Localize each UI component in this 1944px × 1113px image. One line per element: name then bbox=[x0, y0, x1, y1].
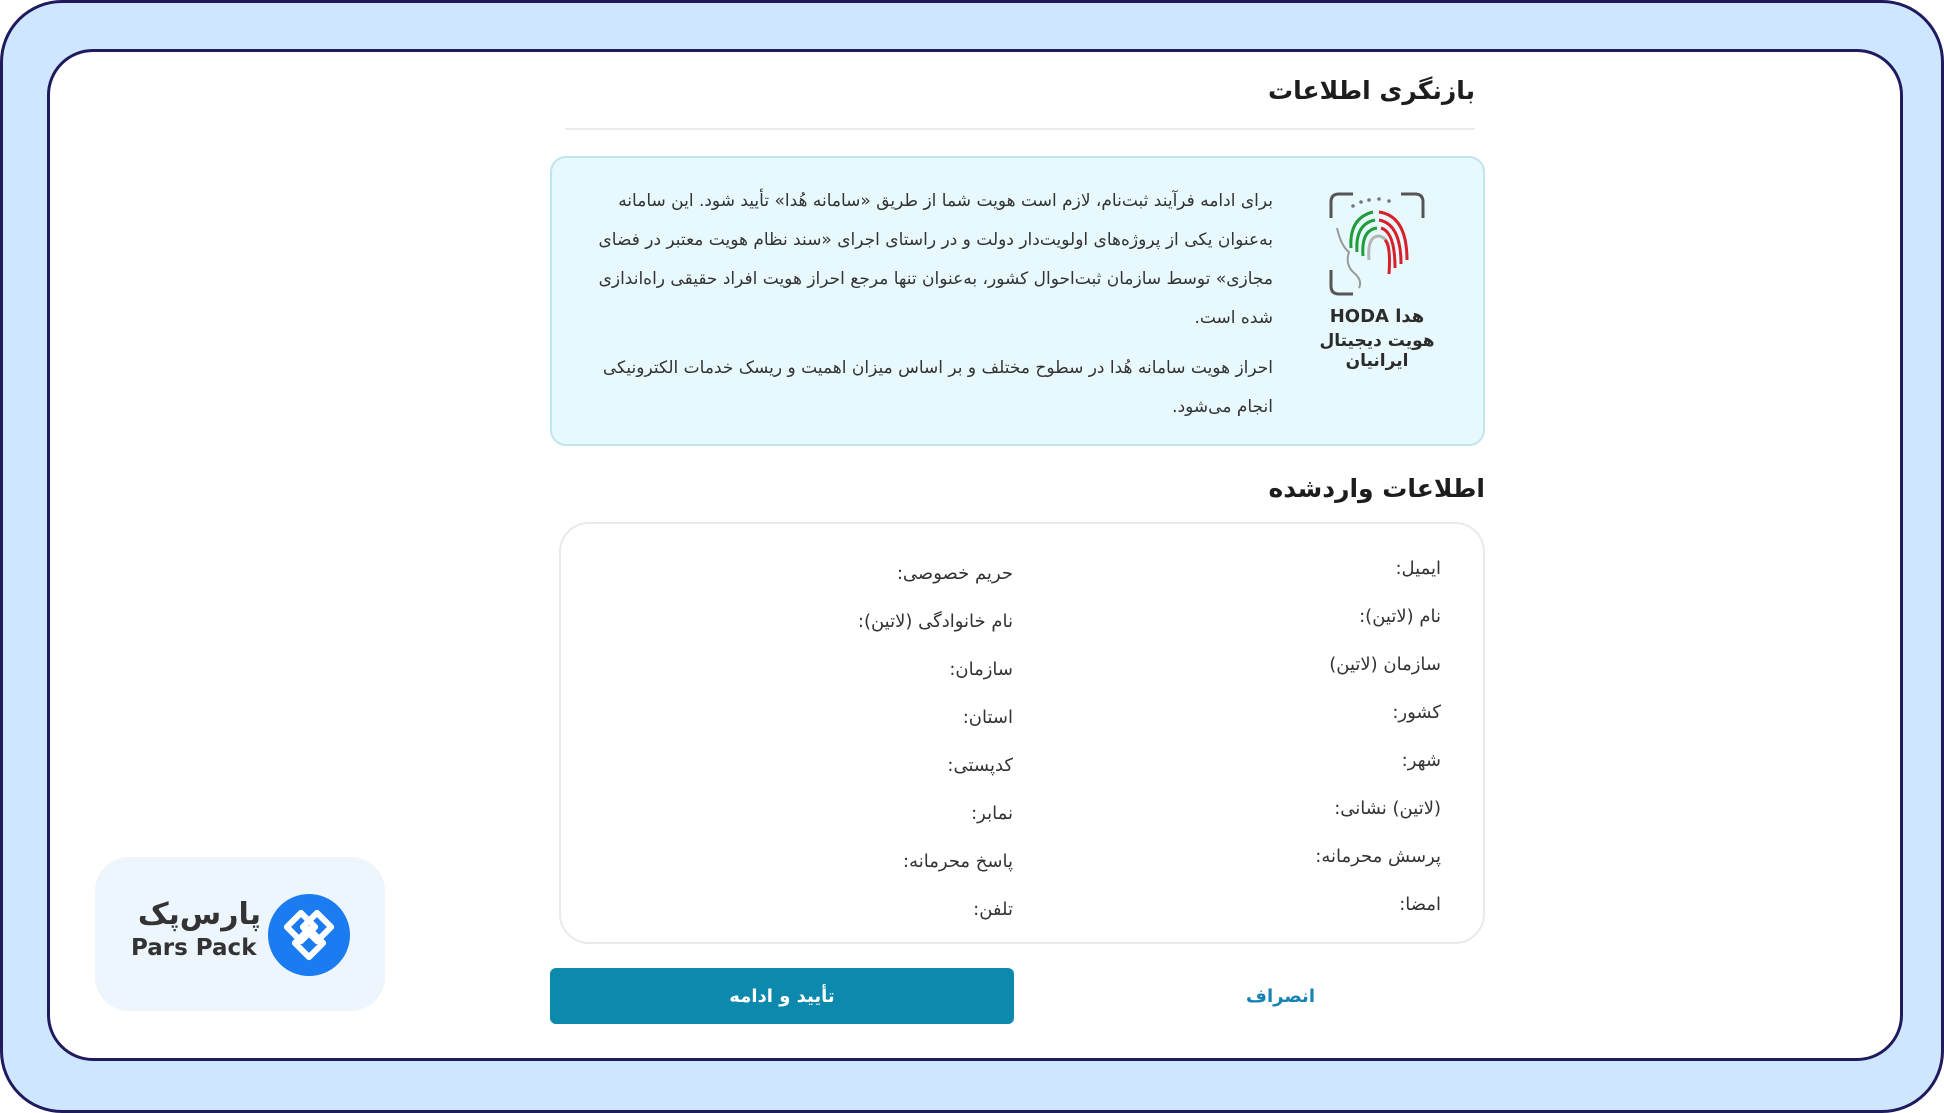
hoda-paragraph-1: برای ادامه فرآیند ثبت‌نام، لازم است هویت شما از طریق «سامانه هُدا» تأیید شود. این سامانه به‌عنوان یکی از پروژه‌های اولویت‌دار دولت و در راستای اجرای «سند نظام هویت معتبر در فضای مجازی» توسط سازمان ثبت‌احوال کشور، به‌عنوان تنها مرجع احراز هویت افراد حقیقی راه‌اندازی شده است. bbox=[598, 191, 1273, 328]
hoda-paragraph-2: احراز هویت سامانه هُدا در سطوح مختلف و بر اساس میزان اهمیت و ریسک خدمات الکترونیکی انجام می‌شود. bbox=[602, 358, 1273, 417]
hoda-info-box bbox=[550, 156, 1485, 446]
entered-info-card bbox=[559, 522, 1485, 944]
field-country: کشور: bbox=[1392, 702, 1441, 723]
field-secret-question: پرسش محرمانه: bbox=[1315, 846, 1441, 867]
field-organization: سازمان: bbox=[949, 659, 1013, 680]
form-actions bbox=[550, 968, 1485, 1026]
hoda-logo bbox=[1287, 188, 1467, 371]
details-column-right bbox=[1061, 552, 1441, 936]
field-last-name-latin: نام خانوادگی (لاتین): bbox=[857, 611, 1013, 632]
details-column-left bbox=[593, 557, 1013, 941]
field-email: ایمیل: bbox=[1395, 558, 1441, 579]
field-fax: نمابر: bbox=[971, 803, 1013, 824]
field-province: استان: bbox=[962, 707, 1013, 728]
parspack-wordmark bbox=[131, 897, 261, 963]
parspack-logo-icon bbox=[267, 893, 351, 977]
entered-info-title: اطلاعات واردشده bbox=[1268, 474, 1485, 503]
parspack-name-fa: پارس‌پک bbox=[137, 897, 261, 932]
confirm-continue-button[interactable]: تأیید و ادامه bbox=[550, 968, 1014, 1024]
cancel-button[interactable]: انصراف bbox=[1226, 968, 1335, 1026]
field-first-name-latin: نام (لاتین): bbox=[1359, 606, 1441, 627]
parspack-name-en: Pars Pack bbox=[131, 935, 257, 961]
title-divider bbox=[565, 128, 1475, 130]
field-signature: امضا: bbox=[1399, 894, 1441, 915]
field-privacy: حریم خصوصی: bbox=[896, 563, 1013, 584]
hoda-description bbox=[573, 182, 1273, 438]
parspack-watermark bbox=[95, 857, 385, 1011]
field-organization-latin: سازمان (لاتین) bbox=[1329, 654, 1441, 675]
hoda-caption: هویت دیجیتال ایرانیان bbox=[1319, 331, 1435, 371]
field-phone: تلفن: bbox=[973, 899, 1013, 920]
field-secret-answer: پاسخ محرمانه: bbox=[903, 851, 1013, 872]
field-postal-code: کدپستی: bbox=[947, 755, 1013, 776]
field-address-latin: (لاتین) نشانی: bbox=[1334, 798, 1441, 819]
fingerprint-icon bbox=[1323, 188, 1431, 300]
page-title: بازنگری اطلاعات bbox=[1268, 76, 1475, 105]
hoda-brand: HODA هدا bbox=[1329, 306, 1425, 327]
field-city: شهر: bbox=[1401, 750, 1441, 771]
